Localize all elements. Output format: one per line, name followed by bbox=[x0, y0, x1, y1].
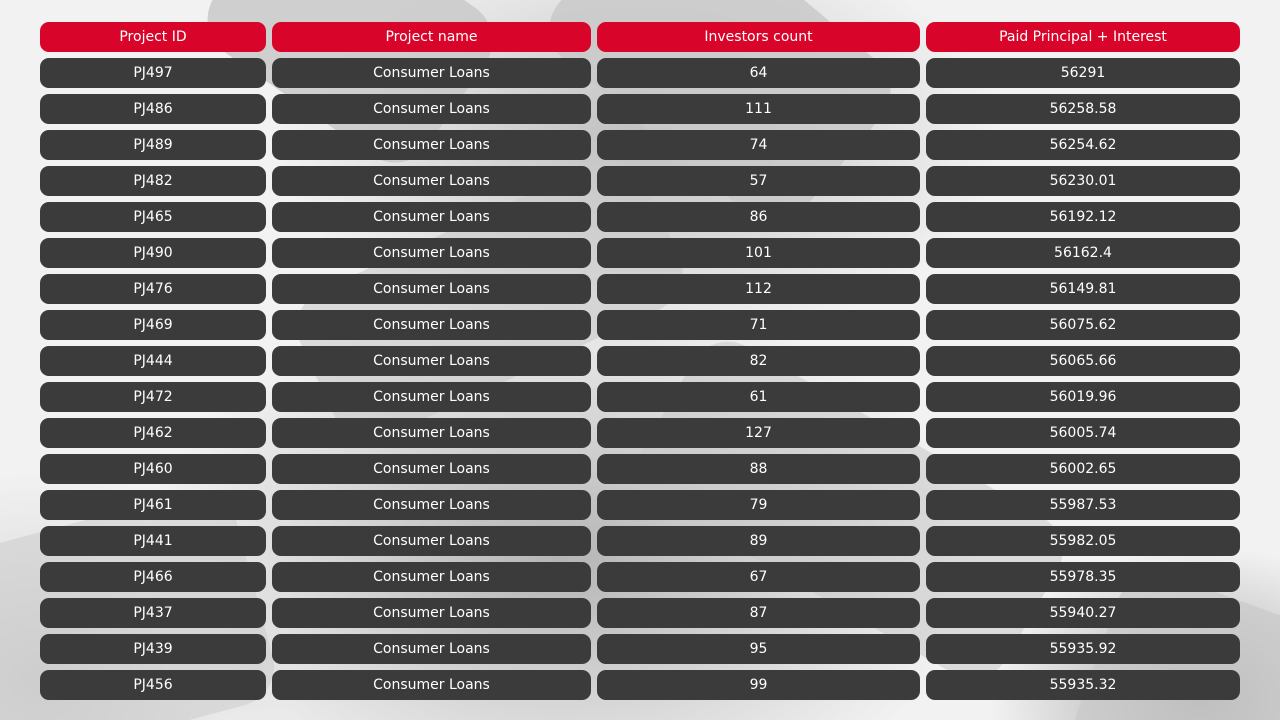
table-row[interactable] bbox=[40, 490, 1240, 520]
column-header-investors-count[interactable]: Investors count bbox=[597, 22, 920, 52]
project-name-cell: Consumer Loans bbox=[272, 634, 591, 664]
table-row[interactable] bbox=[40, 526, 1240, 556]
table-row[interactable] bbox=[40, 346, 1240, 376]
table-row[interactable] bbox=[40, 454, 1240, 484]
table-row[interactable] bbox=[40, 562, 1240, 592]
project-id-cell: PJ476 bbox=[40, 274, 266, 304]
project-id-cell: PJ439 bbox=[40, 634, 266, 664]
project-name-cell: Consumer Loans bbox=[272, 310, 591, 340]
paid-amount-cell: 55982.05 bbox=[926, 526, 1240, 556]
investors-count-cell: 87 bbox=[597, 598, 920, 628]
investors-count-cell: 67 bbox=[597, 562, 920, 592]
paid-amount-cell: 56019.96 bbox=[926, 382, 1240, 412]
table-row[interactable] bbox=[40, 130, 1240, 160]
investors-count-cell: 82 bbox=[597, 346, 920, 376]
paid-amount-cell: 56192.12 bbox=[926, 202, 1240, 232]
table-row[interactable] bbox=[40, 166, 1240, 196]
paid-amount-cell: 56258.58 bbox=[926, 94, 1240, 124]
project-name-cell: Consumer Loans bbox=[272, 238, 591, 268]
investors-count-cell: 79 bbox=[597, 490, 920, 520]
table-row[interactable] bbox=[40, 670, 1240, 700]
project-name-cell: Consumer Loans bbox=[272, 382, 591, 412]
paid-amount-cell: 55987.53 bbox=[926, 490, 1240, 520]
project-name-cell: Consumer Loans bbox=[272, 454, 591, 484]
column-header-project-id[interactable]: Project ID bbox=[40, 22, 266, 52]
table-row[interactable] bbox=[40, 598, 1240, 628]
project-id-cell: PJ456 bbox=[40, 670, 266, 700]
project-id-cell: PJ482 bbox=[40, 166, 266, 196]
project-name-cell: Consumer Loans bbox=[272, 598, 591, 628]
paid-amount-cell: 56075.62 bbox=[926, 310, 1240, 340]
table-row[interactable] bbox=[40, 94, 1240, 124]
project-id-cell: PJ466 bbox=[40, 562, 266, 592]
paid-amount-cell: 56005.74 bbox=[926, 418, 1240, 448]
project-name-cell: Consumer Loans bbox=[272, 58, 591, 88]
paid-amount-cell: 56065.66 bbox=[926, 346, 1240, 376]
paid-amount-cell: 55935.92 bbox=[926, 634, 1240, 664]
investors-count-cell: 127 bbox=[597, 418, 920, 448]
project-name-cell: Consumer Loans bbox=[272, 202, 591, 232]
investors-count-cell: 88 bbox=[597, 454, 920, 484]
table-row[interactable] bbox=[40, 382, 1240, 412]
table-header-row bbox=[40, 22, 1240, 52]
paid-amount-cell: 56291 bbox=[926, 58, 1240, 88]
project-id-cell: PJ462 bbox=[40, 418, 266, 448]
investors-count-cell: 61 bbox=[597, 382, 920, 412]
project-name-cell: Consumer Loans bbox=[272, 166, 591, 196]
investors-count-cell: 64 bbox=[597, 58, 920, 88]
projects-table bbox=[40, 22, 1240, 706]
investors-count-cell: 95 bbox=[597, 634, 920, 664]
investors-count-cell: 99 bbox=[597, 670, 920, 700]
project-id-cell: PJ460 bbox=[40, 454, 266, 484]
table-row[interactable] bbox=[40, 202, 1240, 232]
project-name-cell: Consumer Loans bbox=[272, 562, 591, 592]
project-name-cell: Consumer Loans bbox=[272, 418, 591, 448]
investors-count-cell: 89 bbox=[597, 526, 920, 556]
table-row[interactable] bbox=[40, 310, 1240, 340]
project-id-cell: PJ469 bbox=[40, 310, 266, 340]
project-id-cell: PJ472 bbox=[40, 382, 266, 412]
project-name-cell: Consumer Loans bbox=[272, 346, 591, 376]
paid-amount-cell: 56002.65 bbox=[926, 454, 1240, 484]
table-row[interactable] bbox=[40, 274, 1240, 304]
project-id-cell: PJ461 bbox=[40, 490, 266, 520]
paid-amount-cell: 56149.81 bbox=[926, 274, 1240, 304]
project-id-cell: PJ489 bbox=[40, 130, 266, 160]
project-name-cell: Consumer Loans bbox=[272, 94, 591, 124]
investors-count-cell: 74 bbox=[597, 130, 920, 160]
project-name-cell: Consumer Loans bbox=[272, 670, 591, 700]
project-id-cell: PJ444 bbox=[40, 346, 266, 376]
project-id-cell: PJ486 bbox=[40, 94, 266, 124]
investors-count-cell: 101 bbox=[597, 238, 920, 268]
project-name-cell: Consumer Loans bbox=[272, 490, 591, 520]
project-name-cell: Consumer Loans bbox=[272, 130, 591, 160]
project-id-cell: PJ497 bbox=[40, 58, 266, 88]
paid-amount-cell: 55940.27 bbox=[926, 598, 1240, 628]
investors-count-cell: 86 bbox=[597, 202, 920, 232]
project-name-cell: Consumer Loans bbox=[272, 274, 591, 304]
paid-amount-cell: 56230.01 bbox=[926, 166, 1240, 196]
paid-amount-cell: 55978.35 bbox=[926, 562, 1240, 592]
table-row[interactable] bbox=[40, 238, 1240, 268]
paid-amount-cell: 56162.4 bbox=[926, 238, 1240, 268]
table-row[interactable] bbox=[40, 58, 1240, 88]
project-id-cell: PJ465 bbox=[40, 202, 266, 232]
investors-count-cell: 112 bbox=[597, 274, 920, 304]
project-id-cell: PJ437 bbox=[40, 598, 266, 628]
column-header-project-name[interactable]: Project name bbox=[272, 22, 591, 52]
column-header-paid-principal-interest[interactable]: Paid Principal + Interest bbox=[926, 22, 1240, 52]
project-id-cell: PJ490 bbox=[40, 238, 266, 268]
paid-amount-cell: 56254.62 bbox=[926, 130, 1240, 160]
table-row[interactable] bbox=[40, 418, 1240, 448]
project-name-cell: Consumer Loans bbox=[272, 526, 591, 556]
project-id-cell: PJ441 bbox=[40, 526, 266, 556]
investors-count-cell: 57 bbox=[597, 166, 920, 196]
investors-count-cell: 111 bbox=[597, 94, 920, 124]
investors-count-cell: 71 bbox=[597, 310, 920, 340]
table-body bbox=[40, 58, 1240, 700]
paid-amount-cell: 55935.32 bbox=[926, 670, 1240, 700]
table-row[interactable] bbox=[40, 634, 1240, 664]
